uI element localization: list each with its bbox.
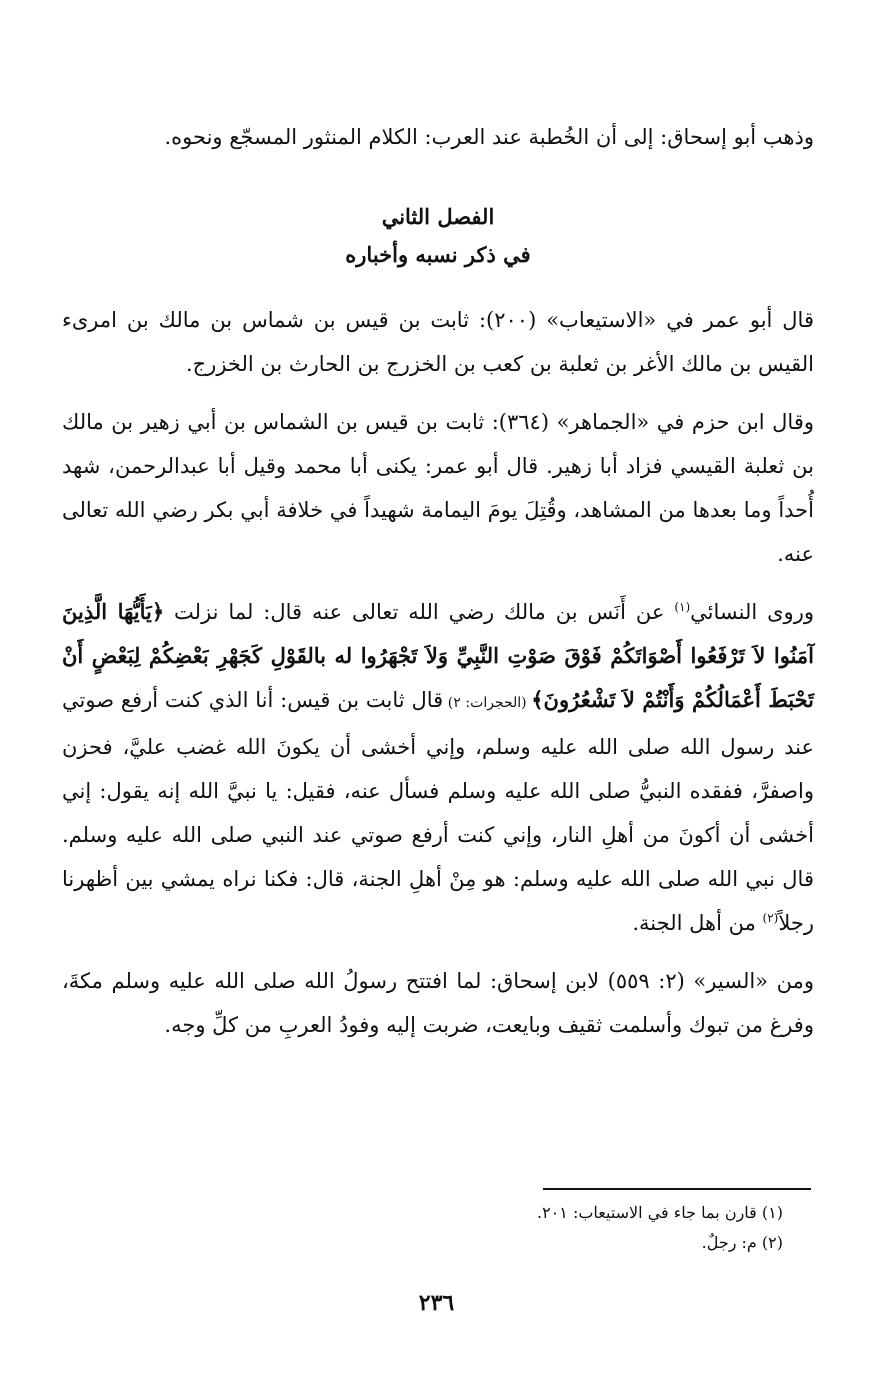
paragraph-nasai-hadith: [62, 590, 814, 945]
footnote-1: (١) قارن بما جاء في الاستيعاب: ٢٠١.: [536, 1203, 783, 1222]
page-body: [62, 112, 814, 1047]
paragraph-lineage-ibn-hazm: وقال ابن حزم في «الجماهر» (٣٦٤): ثابت بن قيس بن الشماس بن أبي زهير بن مالك بن ثعلبة القيسي فزاد أبا زهير. قال أبو عمر: يكنى أبا محمد وقيل أبا عبدالرحمن، شهد أُحداً وما بعدها من المشاهد، وقُتِلَ يومَ اليمامة شهيداً في خلافة أبي بكر رضي الله تعالى عنه.: [62, 410, 815, 566]
chapter-subtitle: في ذكر نسبه وأخباره: [345, 242, 531, 267]
footnote-divider: [543, 1188, 811, 1190]
footnotes-section: [59, 1188, 811, 1258]
hadith-intro: عن أَنَس بن مالك رضي الله تعالى عنه قال: لما نزلت: [164, 600, 675, 624]
hadith-opening: وروى النسائي: [690, 600, 814, 624]
verse-reference: (الحجرات: ٢): [443, 695, 532, 711]
chapter-title: الفصل الثاني: [381, 204, 495, 229]
paragraph-lineage-abu-umar: قال أبو عمر في «الاستيعاب» (٢٠٠): ثابت بن قيس بن شماس بن مالك بن امرىء القيس بن مالك الأغر بن ثعلبة بن كعب بن الخزرج بن الحارث بن الخزرج.: [62, 308, 814, 376]
quran-verse: ﴿يَأَيُّهَا الَّذِينَ آمَنُوا لاَ تَرْفَعُوا أَصْوَاتَكُمْ فَوْقَ صَوْتِ النَّبِيِّ وَلاَ تَجْهَرُوا له بالقَوْلِ كَجَهْرِ بَعْضِكُمْ لِبَعْضٍ أَنْ تَحْبَطَ أَعْمَالُكُمْ وَأَنْتُمْ لاَ تَشْعُرُونَ﴾: [62, 599, 814, 712]
page-number: ٢٣٦: [418, 1290, 455, 1316]
intro-paragraph: وذهب أبو إسحاق: إلى أن الخُطبة عند العرب: الكلام المنثور المسجّع ونحوه.: [164, 125, 814, 149]
footnote-marker-1: (١): [674, 600, 691, 614]
hadith-body: قال ثابت بن قيس: أنا الذي كنت أرفع صوتي عند رسول الله صلى الله عليه وسلم، وإني أخشى أن يكونَ الله غضب عليَّ، فحزن واصفرَّ، ففقده النبيُّ صلى الله عليه وسلم فسأل عنه، فقيل: يا نبيَّ الله إنه يقول: إني أخشى أن أكونَ من أهلِ النار، وإني كنت أرفع صوتي عند النبي صلى الله عليه وسلم. قال نبي الله صلى الله عليه وسلم: هو مِنْ أهلِ الجنة، قال: فكنا نراه يمشي بين أظهرنا رجلاً: [62, 688, 814, 935]
hadith-ending: من أهل الجنة.: [632, 911, 763, 935]
chapter-heading: [62, 198, 814, 274]
paragraph-sira-ibn-ishaq: ومن «السير» (٢: ٥٥٩) لابن إسحاق: لما افتتح رسولُ الله صلى الله عليه وسلم مكةَ، وفرغ من تبوك وأسلمت ثقيف وبايعت، ضربت إليه وفودُ العربِ من كلِّ وجه.: [62, 969, 814, 1037]
footnote-marker-2: (٢): [762, 911, 779, 925]
footnote-2: (٢) م: رجلٌ.: [701, 1233, 783, 1252]
